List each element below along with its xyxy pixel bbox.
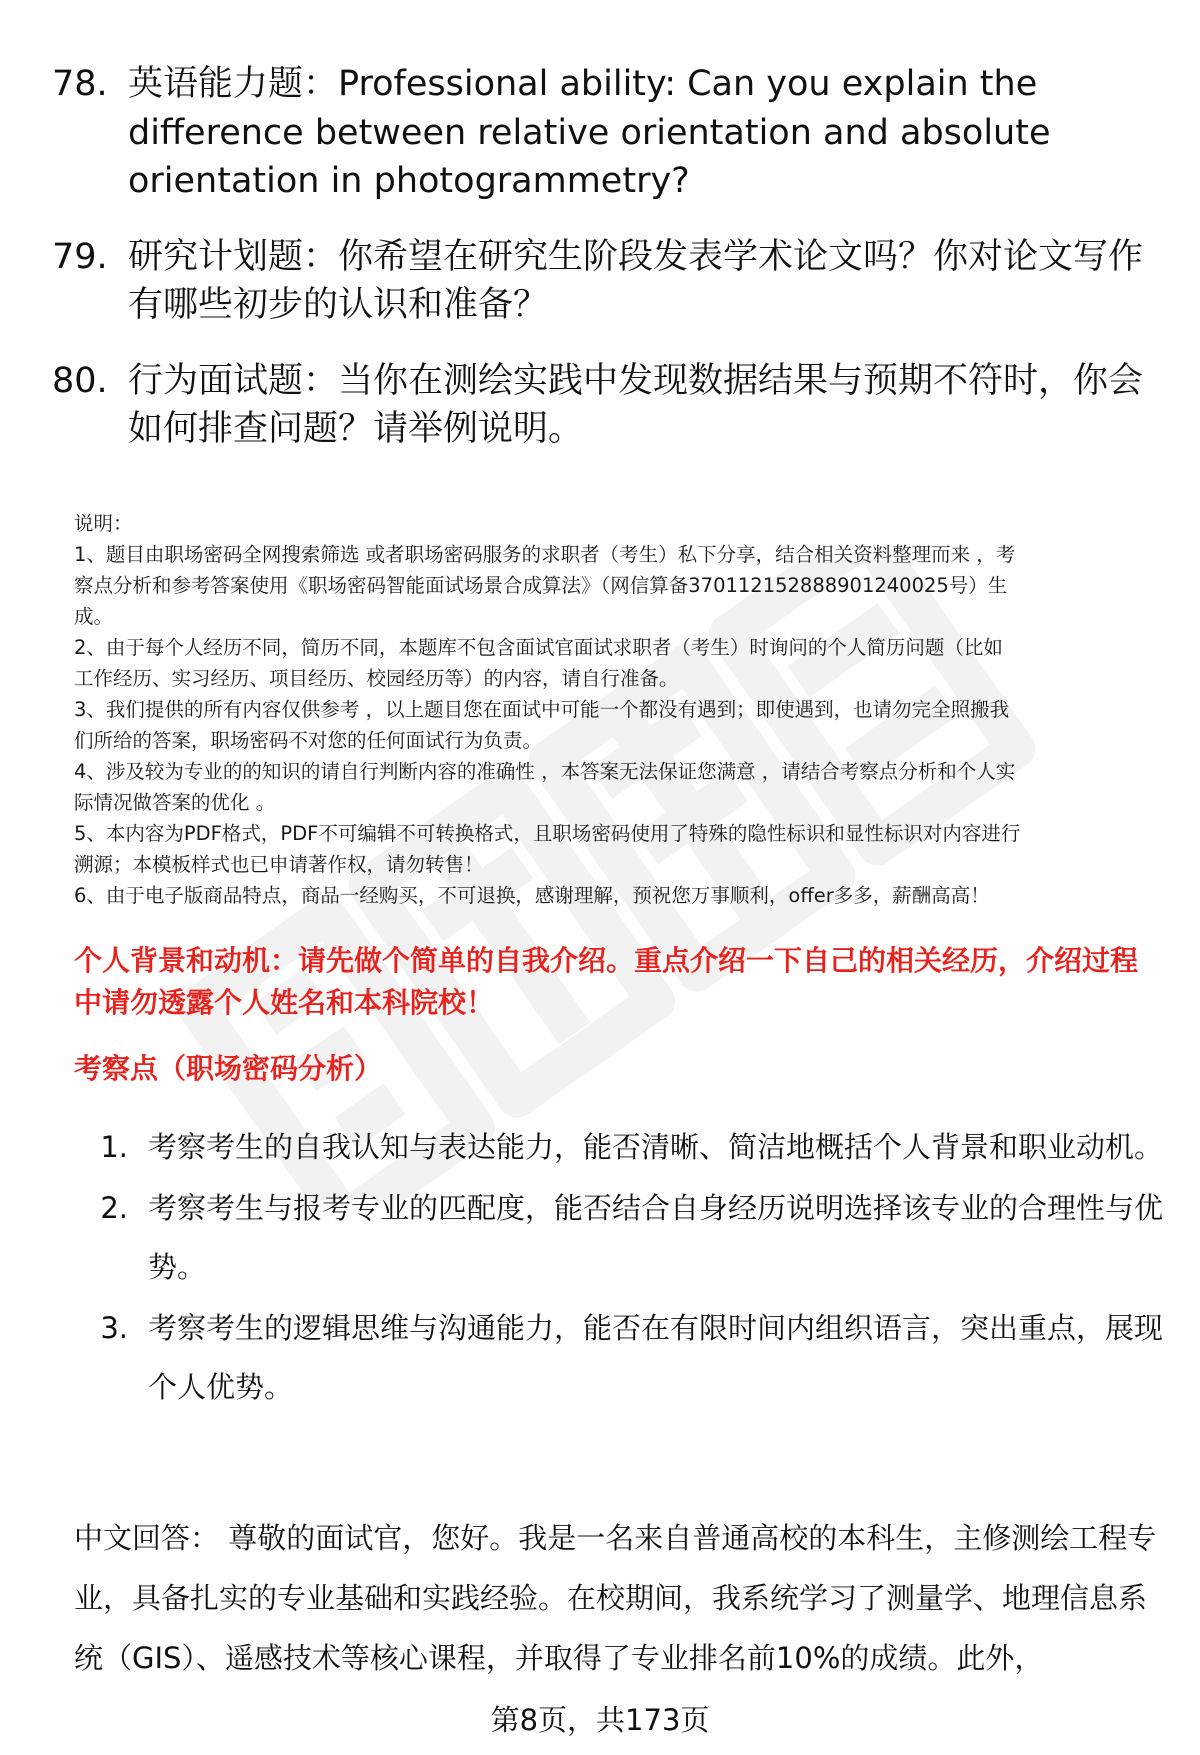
question-text: 行为面试题：当你在测绘实践中发现数据结果与预期不符时，你会如何排查问题？请举例说明。: [128, 360, 1144, 449]
question-number: 78.: [52, 64, 108, 104]
notes-line: 4、涉及较为专业的的知识的请自行判断内容的准确性 ，本答案无法保证您满意 ，请结合考察点分析和个人实: [74, 760, 1016, 783]
analysis-point: [74, 1299, 1164, 1417]
analysis-heading: 考察点（职场密码分析）: [74, 1052, 383, 1085]
notes-line: 际情况做答案的优化 。: [74, 791, 276, 814]
question-item: [52, 60, 1162, 206]
question-text: 研究计划题：你希望在研究生阶段发表学术论文吗？你对论文写作有哪些初步的认识和准备？: [128, 236, 1144, 325]
analysis-point: [74, 1179, 1164, 1297]
question-number: 79.: [52, 236, 108, 277]
point-text: 考察考生的逻辑思维与沟通能力，能否在有限时间内组织语言，突出重点，展现个人优势。: [148, 1311, 1164, 1404]
notes-line: 1、题目由职场密码全网搜索筛选 或者职场密码服务的求职者（考生）私下分享，结合相关资料整理而来 ，考: [74, 543, 1016, 566]
point-number: 1.: [100, 1130, 128, 1164]
section-question: 个人背景和动机：请先做个简单的自我介绍。重点介绍一下自己的相关经历，介绍过程中请勿透露个人姓名和本科院校！: [74, 944, 1139, 1019]
point-text: 考察考生的自我认知与表达能力，能否清晰、简洁地概括个人背景和职业动机。: [148, 1130, 1164, 1164]
point-number: 3.: [100, 1311, 128, 1345]
analysis-point: [74, 1118, 1164, 1177]
notes-line: 6、由于电子版商品特点，商品一经购买，不可退换，感谢理解，预祝您万事顺利，offer多多，薪酬高高！: [74, 884, 990, 907]
question-item: [52, 357, 1162, 454]
notes-title: 说明：: [74, 512, 133, 535]
point-text: 考察考生与报考专业的匹配度，能否结合自身经历说明选择该专业的合理性与优势。: [148, 1191, 1164, 1284]
analysis-points: [74, 1118, 1164, 1419]
notes-line: 3、我们提供的所有内容仅供参考 ，以上题目您在面试中可能一个都没有遇到；即使遇到，也请勿完全照搬我: [74, 698, 1010, 721]
question-item: [52, 233, 1162, 330]
notes-line: 工作经历、实习经历、项目经历、校园经历等）的内容，请自行准备。: [74, 667, 679, 690]
page-footer: 第8页，共173页: [490, 1703, 710, 1737]
notes-line: 2、由于每个人经历不同，简历不同，本题库不包含面试官面试求职者（考生）时询问的个人简历问题（比如: [74, 636, 1003, 659]
notes-line: 成。: [74, 605, 114, 628]
question-number: 80.: [52, 360, 108, 401]
notes-block: [74, 508, 1162, 911]
notes-line: 们所给的答案，职场密码不对您的任何面试行为负责。: [74, 729, 543, 752]
answer-text: 中文回答： 尊敬的面试官，您好。我是一名来自普通高校的本科生，主修测绘工程专业，具备扎实的专业基础和实践经验。在校期间，我系统学习了测量学、地理信息系统（GIS）、遥感技术等核心课程，并取得了专业排名前10%的成绩。此外，: [74, 1521, 1157, 1675]
notes-line: 5、本内容为PDF格式，PDF不可编辑不可转换格式，且职场密码使用了特殊的隐性标识和显性标识对内容进行: [74, 822, 1021, 845]
notes-line: 溯源；本模板样式也已申请著作权，请勿转售！: [74, 853, 484, 876]
question-text: 英语能力题：Professional ability: Can you explain the difference between relative orientation and absolute orientation in photogrammetry?: [128, 64, 1051, 201]
questions-list: [52, 60, 1162, 481]
notes-line: 察点分析和参考答案使用《职场密码智能面试场景合成算法》（网信算备370112152888901240025号）生: [74, 574, 1008, 597]
point-number: 2.: [100, 1191, 128, 1225]
